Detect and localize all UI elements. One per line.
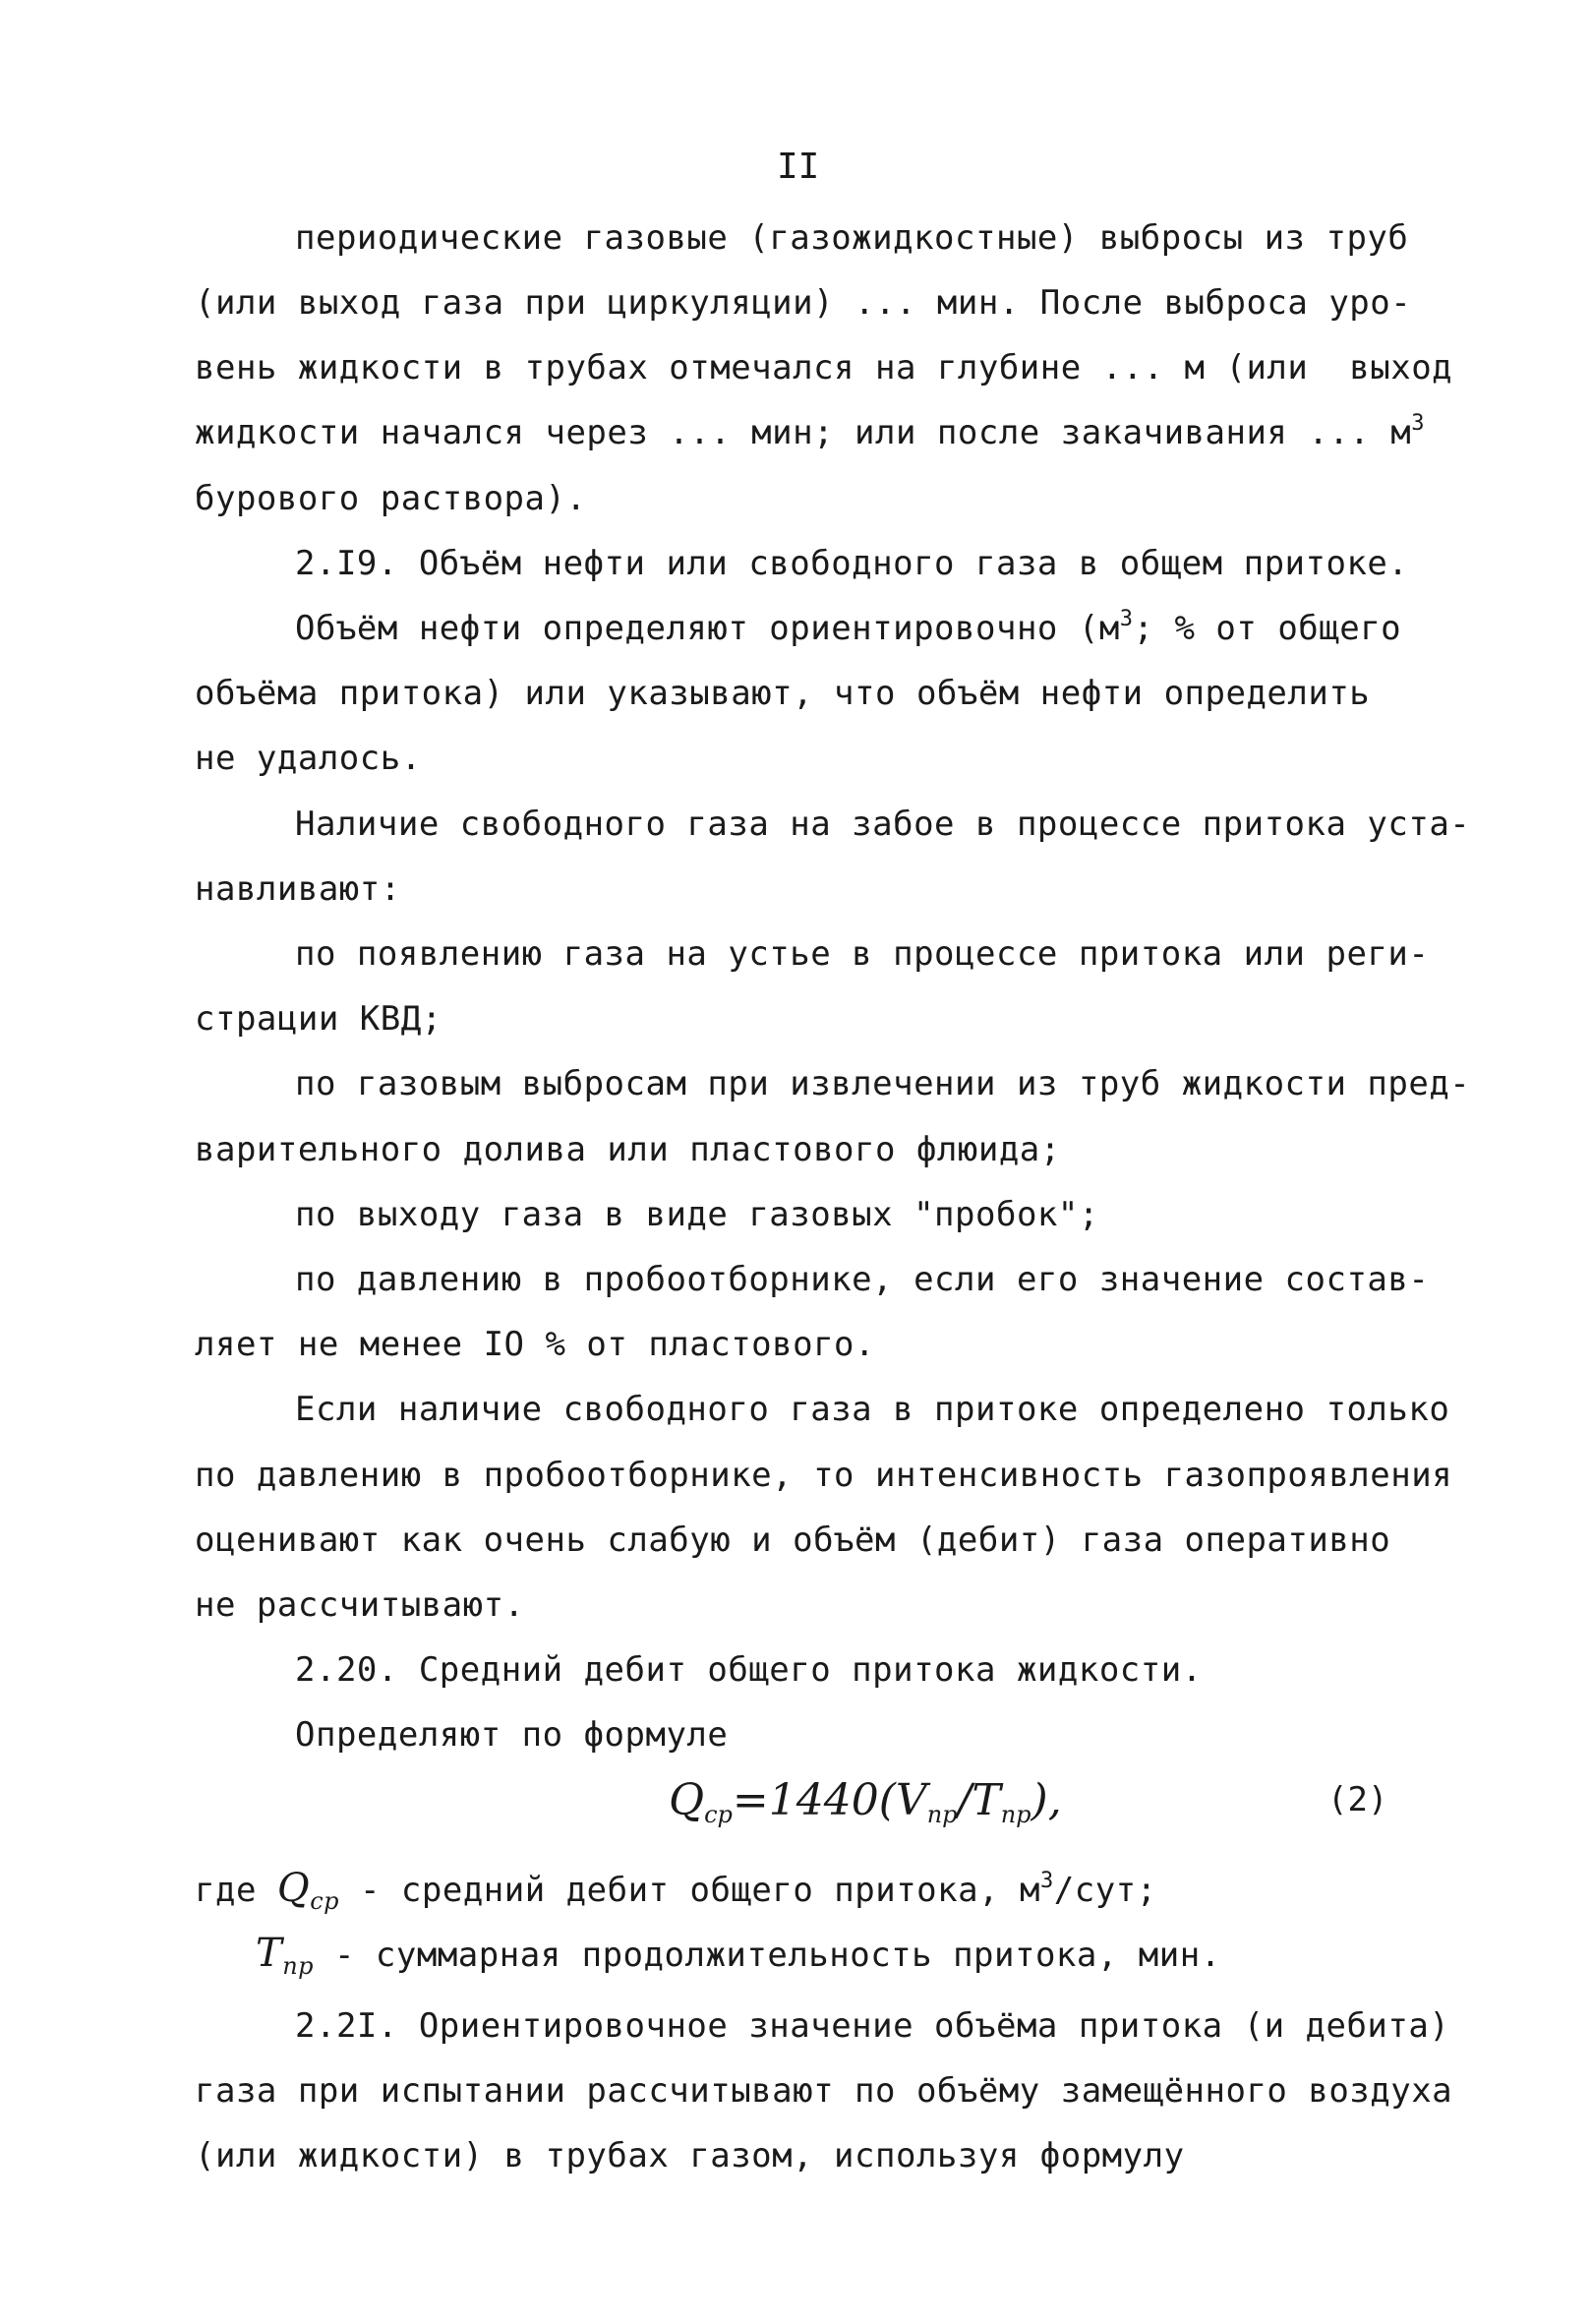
section-heading: 2.20. Средний дебит общего притока жидкости. — [295, 1650, 1203, 1690]
text-line: (или жидкости) в трубах газом, используя формулу — [195, 2136, 1185, 2175]
list-item-continuation: ляет не менее IO % от пластового. — [195, 1325, 876, 1364]
text-line: вень жидкости в трубах отмечался на глубине ... м (или выход — [195, 348, 1453, 387]
page-number: II — [777, 147, 820, 187]
section-heading: 2.2I. Ориентировочное значение объёма притока (и дебита) — [295, 2006, 1450, 2046]
text-line: не удалось. — [195, 739, 422, 778]
text-line: Наличие свободного газа на забое в процессе притока уста- — [295, 804, 1471, 844]
text-line: бурового раствора). — [195, 479, 587, 518]
superscript: 3 — [1119, 607, 1134, 631]
text-line: оценивают как очень слабую и объём (дебит) газа оперативно — [195, 1520, 1391, 1560]
superscript: 3 — [1040, 1869, 1054, 1893]
text-line: не рассчитывают. — [195, 1585, 525, 1625]
text-line: газа при испытании рассчитывают по объёму замещённого воздуха — [195, 2071, 1453, 2111]
text-line: периодические газовые (газожидкостные) выбросы из труб — [295, 218, 1409, 258]
equation-number: (2) — [1327, 1780, 1388, 1819]
text-line: (или выход газа при циркуляции) ... мин. После выброса уро- — [195, 283, 1412, 323]
definition-line: $T_{пр}$ - суммарная продолжительность притока, мин. — [256, 1931, 1221, 1980]
symbol-t: $T_{пр}$ — [256, 1931, 315, 1980]
section-heading: 2.I9. Объём нефти или свободного газа в общем притоке. — [295, 544, 1409, 583]
text-line: Определяют по формуле — [295, 1715, 729, 1755]
text-line: жидкости начался через ... мин; или после закачивания ... $м^3$ — [195, 411, 1425, 452]
superscript: 3 — [1411, 411, 1425, 436]
formula: $Q_{ср}=1440(V_{пр}/T_{пр})$, — [669, 1775, 1062, 1828]
list-item: по появлению газа на устье в процессе притока или реги- — [295, 934, 1430, 974]
text-line: Объём нефти определяют ориентировочно ($м^3$; % от общего — [295, 607, 1402, 648]
symbol-q: $Q_{ср}$ — [276, 1866, 340, 1915]
list-item-continuation: варительного долива или пластового флюида; — [195, 1130, 1061, 1169]
text-line: объёма притока) или указывают, что объём нефти определить — [195, 674, 1371, 713]
text-line: навливают: — [195, 869, 401, 909]
list-item-continuation: страции КВД; — [195, 999, 442, 1039]
text-line: по давлению в пробоотборнике, то интенсивность газопроявления — [195, 1456, 1453, 1495]
text-line: Если наличие свободного газа в притоке определено только — [295, 1390, 1450, 1429]
list-item: по выходу газа в виде газовых "пробок"; — [295, 1195, 1099, 1234]
definition-line: где $Q_{ср}$ - средний дебит общего притока, $м^3$/сут; — [195, 1866, 1157, 1915]
list-item: по давлению в пробоотборнике, если его значение состав- — [295, 1260, 1430, 1299]
list-item: по газовым выбросам при извлечении из труб жидкости пред- — [295, 1064, 1471, 1103]
